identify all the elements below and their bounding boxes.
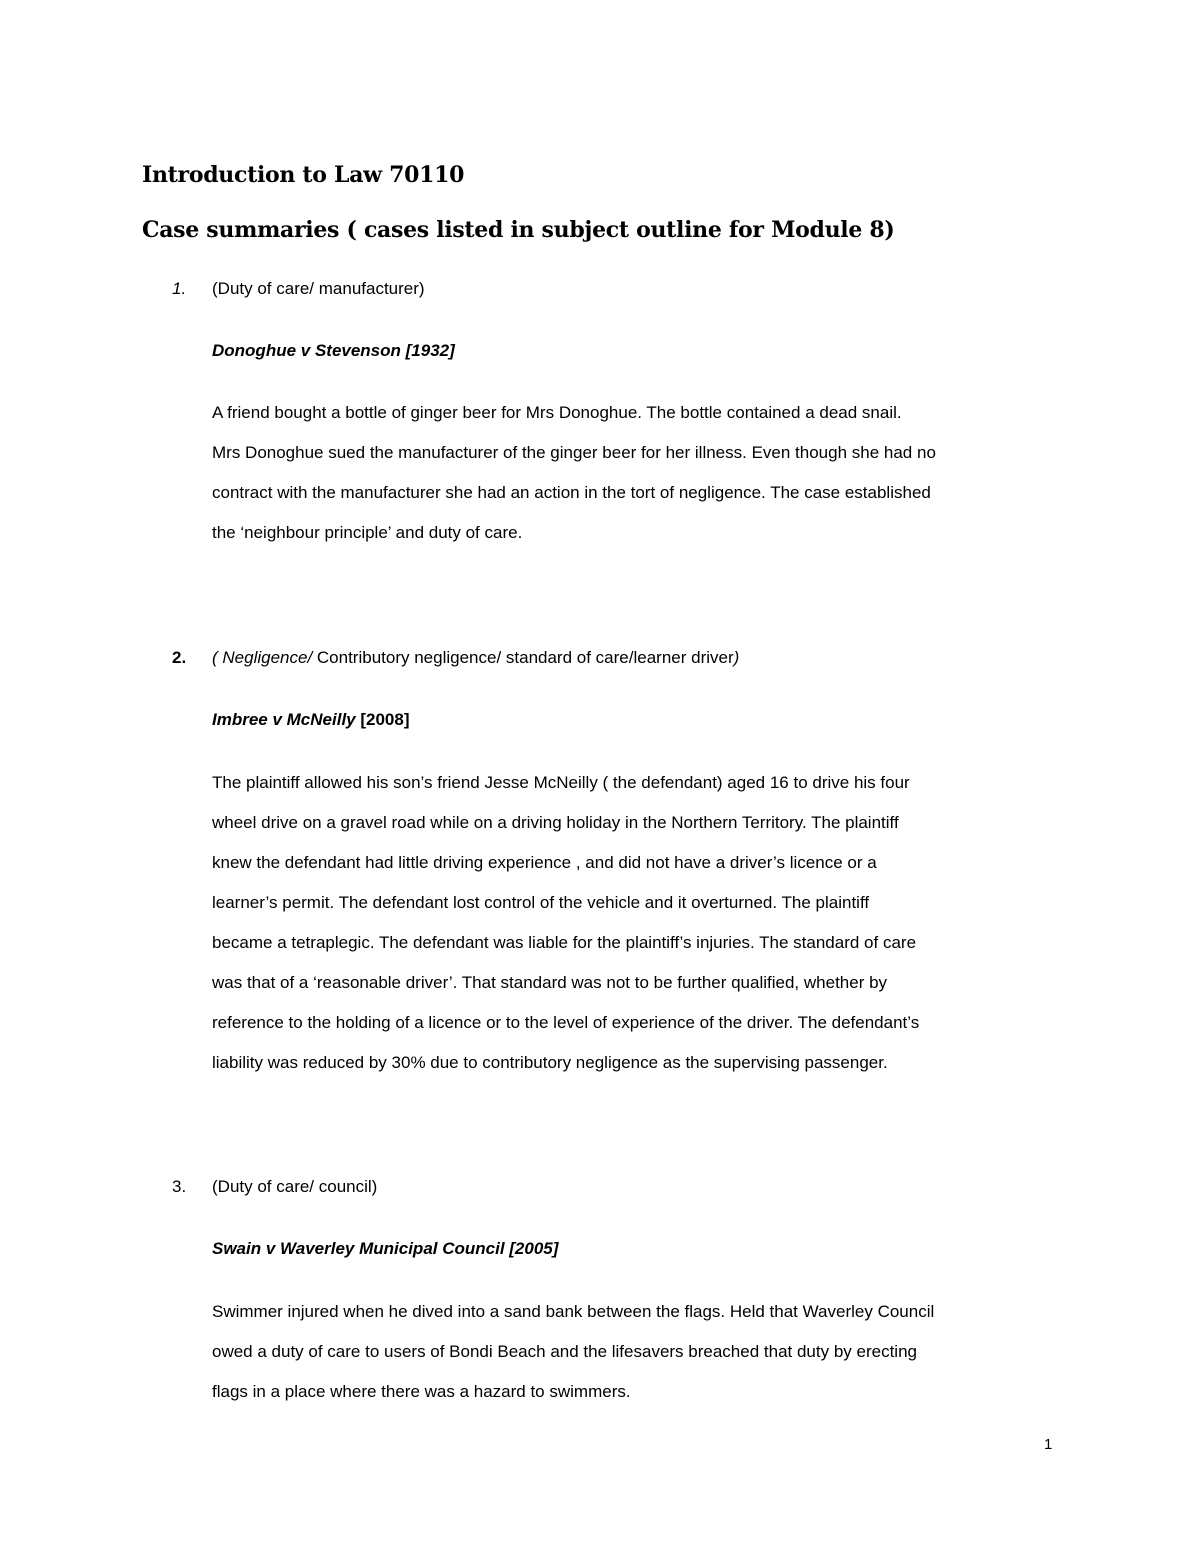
case-summary bbox=[212, 393, 1072, 553]
case-name: Swain v Waverley Municipal Council [2005] bbox=[212, 1239, 559, 1258]
case-name-text: Imbree v McNeilly bbox=[212, 710, 356, 729]
page-number: 1 bbox=[1044, 1436, 1053, 1453]
case-name bbox=[212, 710, 410, 730]
case-topic-text: Contributory negligence/ standard of care/learner driver bbox=[312, 648, 734, 667]
case-number: 2. bbox=[172, 648, 187, 667]
case-year: [2008] bbox=[355, 710, 410, 729]
summary-line: owed a duty of care to users of Bondi Beach and the lifesavers breached that duty by erecting bbox=[212, 1342, 917, 1361]
document-subtitle: Case summaries ( cases listed in subject outline for Module 8) bbox=[142, 217, 895, 243]
summary-line: A friend bought a bottle of ginger beer for Mrs Donoghue. The bottle contained a dead snail. bbox=[212, 403, 902, 422]
case-summary bbox=[212, 1292, 1072, 1412]
summary-line: became a tetraplegic. The defendant was liable for the plaintiff’s injuries. The standard of care bbox=[212, 933, 917, 952]
case-summary bbox=[212, 763, 1072, 1083]
summary-line: flags in a place where there was a hazard to swimmers. bbox=[212, 1382, 631, 1401]
summary-line: Mrs Donoghue sued the manufacturer of the ginger beer for her illness. Even though she had no bbox=[212, 443, 936, 462]
case-topic bbox=[212, 648, 739, 668]
summary-line: reference to the holding of a licence or to the level of experience of the driver. The defendant’s bbox=[212, 1013, 920, 1032]
case-name: Donoghue v Stevenson [1932] bbox=[212, 341, 455, 360]
summary-line: the ‘neighbour principle’ and duty of care. bbox=[212, 523, 523, 542]
case-topic-end: ) bbox=[733, 648, 740, 667]
case-topic-text: (Duty of care/ manufacturer) bbox=[212, 279, 425, 298]
summary-line: contract with the manufacturer she had an action in the tort of negligence. The case established bbox=[212, 483, 931, 502]
document-title: Introduction to Law 70110 bbox=[142, 162, 465, 188]
case-topic-text: (Duty of care/ council) bbox=[212, 1177, 378, 1196]
case-topic-italic: ( Negligence/ bbox=[212, 648, 313, 667]
summary-line: learner’s permit. The defendant lost control of the vehicle and it overturned. The plaintiff bbox=[212, 893, 870, 912]
case-number: 1. bbox=[172, 279, 187, 298]
summary-line: liability was reduced by 30% due to contributory negligence as the supervising passenger. bbox=[212, 1053, 888, 1072]
case-topic bbox=[212, 279, 425, 299]
summary-line: The plaintiff allowed his son’s friend Jesse McNeilly ( the defendant) aged 16 to drive his four bbox=[212, 773, 910, 792]
case-topic bbox=[212, 1177, 377, 1197]
case-number: 3. bbox=[172, 1177, 187, 1196]
summary-line: was that of a ‘reasonable driver’. That standard was not to be further qualified, whether by bbox=[212, 973, 888, 992]
summary-line: wheel drive on a gravel road while on a driving holiday in the Northern Territory. The plaintiff bbox=[212, 813, 899, 832]
summary-line: knew the defendant had little driving experience , and did not have a driver’s licence or a bbox=[212, 853, 877, 872]
summary-line: Swimmer injured when he dived into a sand bank between the flags. Held that Waverley Council bbox=[212, 1302, 935, 1321]
